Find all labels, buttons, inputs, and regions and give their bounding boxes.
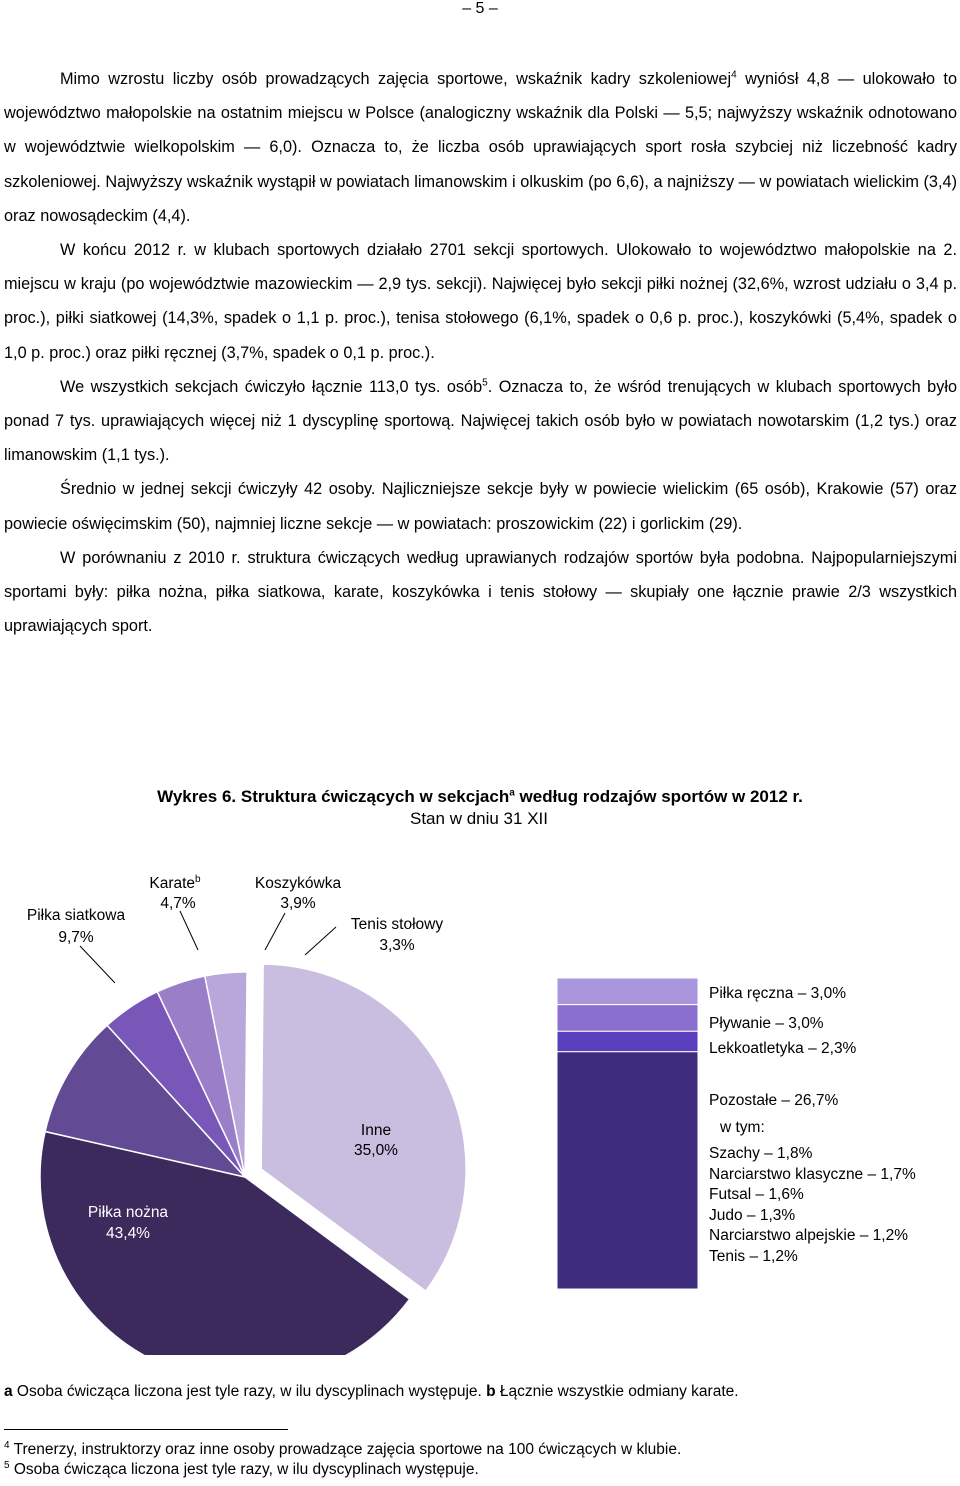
chart-subtitle: Stan w dniu 31 XII xyxy=(410,809,548,828)
slice-label-name xyxy=(149,874,201,892)
footnote-ref-5: 5 xyxy=(482,377,488,389)
chart-title-suffix: według rodzajów sportów w 2012 r. xyxy=(514,787,803,806)
slice-label-value: 3,3% xyxy=(379,937,415,954)
slice-label-value: 35,0% xyxy=(354,1142,398,1159)
note-a-text: Osoba ćwicząca liczona jest tyle razy, w ilu dyscyplinach występuje. xyxy=(12,1383,487,1400)
footnote-number: 4 xyxy=(4,1439,10,1451)
slice-label-karate-sup: b xyxy=(195,874,201,885)
breakdown-label: Pływanie – 3,0% xyxy=(709,1015,824,1032)
pozostale-item: Narciarstwo klasyczne – 1,7% xyxy=(709,1166,916,1183)
pie-chart xyxy=(0,855,960,1355)
breakdown-segment xyxy=(557,1052,698,1289)
slice-label-value: 43,4% xyxy=(106,1225,150,1242)
pozostale-item: Narciarstwo alpejskie – 1,2% xyxy=(709,1227,909,1244)
slice-label-name: Koszykówka xyxy=(254,875,342,892)
breakdown-label: Pozostałe – 26,7% xyxy=(709,1092,839,1109)
pozostale-item: Judo – 1,3% xyxy=(709,1207,796,1224)
paragraph-text: . Oznacza to, że wśród trenujących w klubach sportowych było ponad 7 tys. uprawiających więcej niż 1 dyscyplinę sportową. Najwięcej takich osób było w powiatach nowotarskim (1,2 tys.) oraz limanowskim (1,1 tys.). xyxy=(4,377,958,465)
slice-label-value: 9,7% xyxy=(58,929,94,946)
paragraph-3 xyxy=(4,370,957,473)
footnote-5 xyxy=(4,1460,681,1480)
note-b-text: Łącznie wszystkie odmiany karate. xyxy=(495,1383,739,1400)
footnotes xyxy=(4,1440,681,1480)
paragraph-4 xyxy=(4,472,957,540)
page-number: – 5 – xyxy=(462,0,498,17)
footnote-4 xyxy=(4,1440,681,1460)
chart-title-sup: a xyxy=(509,787,515,799)
breakdown-segment xyxy=(557,978,698,1005)
pozostale-item: Futsal – 1,6% xyxy=(709,1186,804,1203)
slice-label-name: Piłka siatkowa xyxy=(26,907,126,924)
paragraph-text: Mimo wzrostu liczby osób prowadzących zajęcia sportowe, wskaźnik kadry szkoleniowej xyxy=(60,70,732,88)
chart-notes xyxy=(4,1383,739,1401)
breakdown-label: Lekkoatletyka – 2,3% xyxy=(709,1040,857,1057)
paragraph-text: Średnio w jednej sekcji ćwiczyły 42 osoby. Najliczniejsze sekcje były w powiecie wielickim (65 osób), Krakowie (57) oraz powiecie oświęcimskim (50), najmniej liczne sekcje — w powiatach: proszowickim (22) i gorlickim (29). xyxy=(4,480,957,533)
footnote-divider xyxy=(4,1429,288,1430)
note-b-key: b xyxy=(486,1383,496,1400)
body-text xyxy=(4,62,957,643)
pozostale-item: Szachy – 1,8% xyxy=(709,1145,813,1162)
leader-line-karate xyxy=(180,911,198,950)
footnote-ref-4: 4 xyxy=(731,69,737,81)
leader-line-koszykowka xyxy=(265,913,285,950)
leader-line-siatkowa xyxy=(80,946,115,983)
paragraph-text: wyniósł 4,8 — ulokowało to województwo małopolskie na ostatnim miejscu w Polsce (analogiczny wskaźnik dla Polski — 5,5; najwyższy wskaźnik odnotowano w województwie wielkopolskim — 6,0). Oznacza to, że liczba osób uprawiających sport rosła szybciej niż liczebność kadry szkoleniowej. Najwyższy wskaźnik wystąpił w powiatach limanowskim i olkuskim (po 6,6), a najniższy — w powiatach wielickim (3,4) oraz nowosądeckim (4,4). xyxy=(4,70,958,225)
slice-label-value: 4,7% xyxy=(160,895,196,912)
breakdown-label: Piłka ręczna – 3,0% xyxy=(709,985,846,1002)
chart-title-text: Wykres 6. Struktura ćwiczących w sekcjach xyxy=(157,787,510,806)
footnote-text: Trenerzy, instruktorzy oraz inne osoby prowadzące zajęcia sportowe na 100 ćwiczących w klubie. xyxy=(9,1441,682,1458)
pie-slices xyxy=(40,964,466,1355)
paragraph-5 xyxy=(4,541,957,644)
slice-label-name: Inne xyxy=(360,1122,392,1139)
note-a-key: a xyxy=(4,1383,13,1400)
slice-label-name: Tenis stołowy xyxy=(350,916,444,933)
breakdown-segment xyxy=(557,1031,698,1051)
paragraph-text: W końcu 2012 r. w klubach sportowych działało 2701 sekcji sportowych. Ulokowało to województwo małopolskie na 2. miejscu w kraju (po województwie mazowieckim — 2,9 tys. sekcji). Najwięcej było sekcji piłki nożnej (32,6%, wzrost udziału o 3,4 p. proc.), piłki siatkowej (14,3%, spadek o 1,1 p. proc.), tenisa stołowego (6,1%, spadek o 0,6 p. proc.), koszykówki (5,4%, spadek o 1,0 p. proc.) oraz piłki ręcznej (3,7%, spadek o 0,1 p. proc.). xyxy=(4,241,957,362)
footnote-text: Osoba ćwicząca liczona jest tyle razy, w ilu dyscyplinach występuje. xyxy=(9,1461,479,1478)
breakdown-bar xyxy=(557,978,698,1289)
paragraph-text: W porównaniu z 2010 r. struktura ćwiczących według uprawianych rodzajów sportów była podobna. Najpopularniejszymi sportami były: piłka nożna, piłka siatkowa, karate, koszykówka i tenis stołowy — skupiały one łącznie prawie 2/3 wszystkich uprawiających sport. xyxy=(4,548,957,636)
leader-line-tenis xyxy=(305,927,336,955)
paragraph-text: We wszystkich sekcjach ćwiczyło łącznie 113,0 tys. osób xyxy=(60,377,483,396)
footnote-number: 5 xyxy=(4,1459,10,1471)
chart-title xyxy=(0,786,960,830)
slice-label-value: 3,9% xyxy=(280,895,316,912)
pozostale-item: Tenis – 1,2% xyxy=(709,1248,798,1265)
paragraph-2 xyxy=(4,233,957,370)
paragraph-1 xyxy=(4,62,957,233)
slice-label-karate: Karate xyxy=(149,875,196,892)
slice-label-name: Piłka nożna xyxy=(87,1204,169,1221)
pozostale-header: w tym: xyxy=(720,1119,765,1136)
chart-title-main xyxy=(0,786,960,808)
breakdown-segment xyxy=(557,1005,698,1032)
